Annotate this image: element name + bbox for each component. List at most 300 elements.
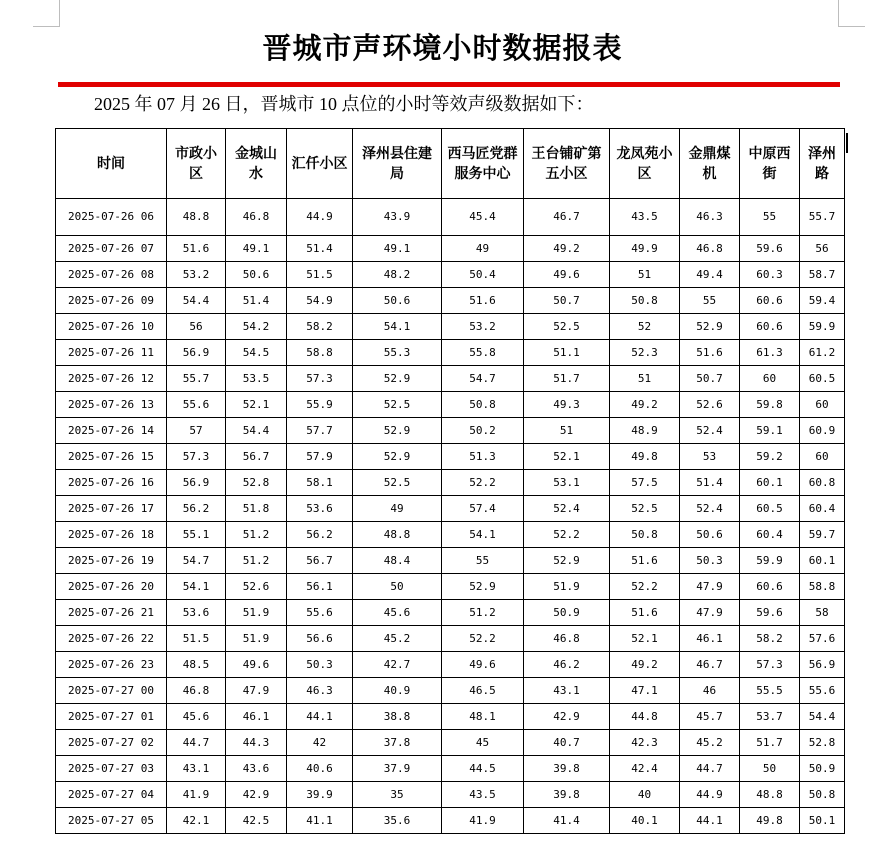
value-cell: 51.7 [740, 730, 800, 756]
value-cell: 42.3 [610, 730, 680, 756]
value-cell: 49.6 [524, 262, 610, 288]
value-cell: 51 [610, 262, 680, 288]
value-cell: 52.9 [442, 574, 524, 600]
value-cell: 50.8 [442, 392, 524, 418]
value-cell: 54.7 [442, 366, 524, 392]
time-cell: 2025-07-27 00 [56, 678, 167, 704]
value-cell: 52.2 [442, 470, 524, 496]
value-cell: 52.6 [226, 574, 287, 600]
value-cell: 53.2 [167, 262, 226, 288]
value-cell: 51.5 [287, 262, 353, 288]
value-cell: 52.9 [680, 314, 740, 340]
value-cell: 41.9 [167, 782, 226, 808]
value-cell: 52.5 [524, 314, 610, 340]
value-cell: 48.8 [740, 782, 800, 808]
column-header: 市政小区 [167, 129, 226, 199]
value-cell: 42 [287, 730, 353, 756]
red-header-rule [58, 82, 840, 87]
value-cell: 55.5 [740, 678, 800, 704]
value-cell: 52.1 [610, 626, 680, 652]
value-cell: 53 [680, 444, 740, 470]
value-cell: 52.3 [610, 340, 680, 366]
column-header: 西马匠党群服务中心 [442, 129, 524, 199]
value-cell: 53.7 [740, 704, 800, 730]
value-cell: 51.2 [442, 600, 524, 626]
time-cell: 2025-07-26 12 [56, 366, 167, 392]
value-cell: 45 [442, 730, 524, 756]
value-cell: 50.6 [226, 262, 287, 288]
value-cell: 41.4 [524, 808, 610, 834]
value-cell: 59.1 [740, 418, 800, 444]
page-corner-mark-left [33, 0, 60, 27]
value-cell: 53.5 [226, 366, 287, 392]
column-header: 泽州路 [800, 129, 845, 199]
value-cell: 35.6 [353, 808, 442, 834]
value-cell: 41.9 [442, 808, 524, 834]
value-cell: 50 [740, 756, 800, 782]
value-cell: 56.6 [287, 626, 353, 652]
value-cell: 42.4 [610, 756, 680, 782]
column-header: 泽州县住建局 [353, 129, 442, 199]
value-cell: 58.2 [740, 626, 800, 652]
value-cell: 53.2 [442, 314, 524, 340]
value-cell: 51.4 [287, 236, 353, 262]
value-cell: 51.8 [226, 496, 287, 522]
value-cell: 39.8 [524, 782, 610, 808]
value-cell: 43.1 [524, 678, 610, 704]
value-cell: 51.7 [524, 366, 610, 392]
value-cell: 42.9 [524, 704, 610, 730]
value-cell: 57.5 [610, 470, 680, 496]
value-cell: 59.2 [740, 444, 800, 470]
value-cell: 49 [353, 496, 442, 522]
table-header [56, 129, 845, 199]
column-header: 时间 [56, 129, 167, 199]
value-cell: 59.8 [740, 392, 800, 418]
value-cell: 50.8 [610, 288, 680, 314]
value-cell: 53.1 [524, 470, 610, 496]
table-row [56, 808, 845, 834]
value-cell: 52.5 [353, 392, 442, 418]
table-row [56, 366, 845, 392]
value-cell: 46.2 [524, 652, 610, 678]
time-cell: 2025-07-26 07 [56, 236, 167, 262]
text-cursor [846, 133, 848, 153]
value-cell: 51.1 [524, 340, 610, 366]
value-cell: 48.1 [442, 704, 524, 730]
value-cell: 42.9 [226, 782, 287, 808]
value-cell: 40.1 [610, 808, 680, 834]
value-cell: 58.7 [800, 262, 845, 288]
value-cell: 47.1 [610, 678, 680, 704]
table-row [56, 199, 845, 236]
value-cell: 44.3 [226, 730, 287, 756]
value-cell: 46.3 [680, 199, 740, 236]
value-cell: 48.2 [353, 262, 442, 288]
value-cell: 55.8 [442, 340, 524, 366]
value-cell: 44.1 [287, 704, 353, 730]
table-row [56, 262, 845, 288]
value-cell: 55 [680, 288, 740, 314]
table-row [56, 236, 845, 262]
time-cell: 2025-07-27 02 [56, 730, 167, 756]
value-cell: 52.2 [442, 626, 524, 652]
table-body [56, 199, 845, 834]
table-row [56, 704, 845, 730]
value-cell: 43.5 [610, 199, 680, 236]
column-header: 金城山水 [226, 129, 287, 199]
table-row [56, 756, 845, 782]
value-cell: 56.9 [167, 340, 226, 366]
value-cell: 48.9 [610, 418, 680, 444]
time-cell: 2025-07-26 19 [56, 548, 167, 574]
value-cell: 59.4 [800, 288, 845, 314]
value-cell: 52.2 [524, 522, 610, 548]
value-cell: 50.4 [442, 262, 524, 288]
value-cell: 44.5 [442, 756, 524, 782]
value-cell: 47.9 [680, 574, 740, 600]
time-cell: 2025-07-27 03 [56, 756, 167, 782]
value-cell: 46.7 [680, 652, 740, 678]
time-cell: 2025-07-27 01 [56, 704, 167, 730]
value-cell: 51.4 [680, 470, 740, 496]
value-cell: 55.6 [800, 678, 845, 704]
value-cell: 49.6 [226, 652, 287, 678]
time-cell: 2025-07-26 15 [56, 444, 167, 470]
value-cell: 54.4 [800, 704, 845, 730]
value-cell: 60.1 [800, 548, 845, 574]
value-cell: 60 [740, 366, 800, 392]
table-row [56, 600, 845, 626]
column-header: 汇仟小区 [287, 129, 353, 199]
value-cell: 60.8 [800, 470, 845, 496]
table-row [56, 548, 845, 574]
value-cell: 60.4 [740, 522, 800, 548]
value-cell: 55.6 [287, 600, 353, 626]
table-row [56, 574, 845, 600]
value-cell: 56.9 [167, 470, 226, 496]
value-cell: 61.3 [740, 340, 800, 366]
value-cell: 46.8 [167, 678, 226, 704]
value-cell: 44.8 [610, 704, 680, 730]
value-cell: 43.9 [353, 199, 442, 236]
value-cell: 57.3 [740, 652, 800, 678]
value-cell: 45.7 [680, 704, 740, 730]
value-cell: 38.8 [353, 704, 442, 730]
value-cell: 51.5 [167, 626, 226, 652]
time-cell: 2025-07-26 06 [56, 199, 167, 236]
value-cell: 55.6 [167, 392, 226, 418]
value-cell: 56.2 [287, 522, 353, 548]
value-cell: 52.6 [680, 392, 740, 418]
value-cell: 51.6 [167, 236, 226, 262]
value-cell: 44.7 [167, 730, 226, 756]
value-cell: 58.8 [287, 340, 353, 366]
value-cell: 60.5 [800, 366, 845, 392]
value-cell: 54.4 [167, 288, 226, 314]
table-row [56, 288, 845, 314]
value-cell: 57.7 [287, 418, 353, 444]
value-cell: 40.6 [287, 756, 353, 782]
value-cell: 49.1 [353, 236, 442, 262]
noise-data-table [55, 128, 845, 834]
value-cell: 51.9 [226, 626, 287, 652]
value-cell: 58.8 [800, 574, 845, 600]
value-cell: 40.9 [353, 678, 442, 704]
time-cell: 2025-07-26 16 [56, 470, 167, 496]
table-row [56, 496, 845, 522]
table-row [56, 392, 845, 418]
value-cell: 60.1 [740, 470, 800, 496]
value-cell: 52.9 [524, 548, 610, 574]
table-row [56, 652, 845, 678]
value-cell: 50.7 [680, 366, 740, 392]
value-cell: 50.1 [800, 808, 845, 834]
value-cell: 57 [167, 418, 226, 444]
value-cell: 40.7 [524, 730, 610, 756]
value-cell: 51.2 [226, 522, 287, 548]
table-row [56, 444, 845, 470]
value-cell: 50.7 [524, 288, 610, 314]
table-row [56, 470, 845, 496]
value-cell: 49.2 [610, 652, 680, 678]
value-cell: 51.6 [680, 340, 740, 366]
value-cell: 52.8 [800, 730, 845, 756]
time-cell: 2025-07-26 18 [56, 522, 167, 548]
value-cell: 58.1 [287, 470, 353, 496]
value-cell: 48.8 [353, 522, 442, 548]
value-cell: 46.8 [680, 236, 740, 262]
value-cell: 48.8 [167, 199, 226, 236]
value-cell: 52.4 [680, 418, 740, 444]
value-cell: 55.1 [167, 522, 226, 548]
value-cell: 42.5 [226, 808, 287, 834]
table-row [56, 418, 845, 444]
value-cell: 51.9 [524, 574, 610, 600]
intro-paragraph: 2025 年 07 月 26 日，晋城市 10 点位的小时等效声级数据如下： [94, 94, 594, 114]
value-cell: 53.6 [287, 496, 353, 522]
value-cell: 57.6 [800, 626, 845, 652]
time-cell: 2025-07-26 22 [56, 626, 167, 652]
value-cell: 40 [610, 782, 680, 808]
value-cell: 50.3 [287, 652, 353, 678]
value-cell: 59.9 [740, 548, 800, 574]
value-cell: 58 [800, 600, 845, 626]
time-cell: 2025-07-26 14 [56, 418, 167, 444]
value-cell: 46.7 [524, 199, 610, 236]
value-cell: 52.9 [353, 366, 442, 392]
table-row [56, 522, 845, 548]
value-cell: 60.9 [800, 418, 845, 444]
value-cell: 43.1 [167, 756, 226, 782]
table-row [56, 678, 845, 704]
table-row [56, 626, 845, 652]
value-cell: 54.1 [442, 522, 524, 548]
time-cell: 2025-07-26 10 [56, 314, 167, 340]
column-header: 中原西街 [740, 129, 800, 199]
value-cell: 54.1 [353, 314, 442, 340]
value-cell: 45.2 [680, 730, 740, 756]
value-cell: 35 [353, 782, 442, 808]
value-cell: 50.2 [442, 418, 524, 444]
document-title: 晋城市声环境小时数据报表 [262, 31, 623, 65]
value-cell: 51.6 [442, 288, 524, 314]
value-cell: 49.6 [442, 652, 524, 678]
value-cell: 55.7 [800, 199, 845, 236]
table-row [56, 340, 845, 366]
value-cell: 43.5 [442, 782, 524, 808]
value-cell: 54.1 [167, 574, 226, 600]
value-cell: 56 [800, 236, 845, 262]
value-cell: 54.5 [226, 340, 287, 366]
time-cell: 2025-07-26 17 [56, 496, 167, 522]
value-cell: 51.3 [442, 444, 524, 470]
value-cell: 59.6 [740, 236, 800, 262]
value-cell: 41.1 [287, 808, 353, 834]
value-cell: 46.1 [226, 704, 287, 730]
value-cell: 56 [167, 314, 226, 340]
value-cell: 51.4 [226, 288, 287, 314]
value-cell: 49.2 [610, 392, 680, 418]
value-cell: 55 [740, 199, 800, 236]
value-cell: 59.9 [800, 314, 845, 340]
value-cell: 58.2 [287, 314, 353, 340]
time-cell: 2025-07-26 08 [56, 262, 167, 288]
value-cell: 60.6 [740, 314, 800, 340]
value-cell: 60 [800, 444, 845, 470]
header-row [56, 129, 845, 199]
value-cell: 60.3 [740, 262, 800, 288]
value-cell: 60.5 [740, 496, 800, 522]
value-cell: 54.7 [167, 548, 226, 574]
value-cell: 52.4 [524, 496, 610, 522]
value-cell: 45.2 [353, 626, 442, 652]
value-cell: 52.8 [226, 470, 287, 496]
table-row [56, 782, 845, 808]
value-cell: 56.7 [226, 444, 287, 470]
table-row [56, 730, 845, 756]
page-corner-mark-right [838, 0, 865, 27]
value-cell: 49.8 [610, 444, 680, 470]
time-cell: 2025-07-26 20 [56, 574, 167, 600]
value-cell: 50.3 [680, 548, 740, 574]
value-cell: 59.6 [740, 600, 800, 626]
value-cell: 50.6 [353, 288, 442, 314]
value-cell: 51.2 [226, 548, 287, 574]
value-cell: 57.3 [167, 444, 226, 470]
value-cell: 57.4 [442, 496, 524, 522]
time-cell: 2025-07-26 11 [56, 340, 167, 366]
value-cell: 45.4 [442, 199, 524, 236]
value-cell: 60.6 [740, 574, 800, 600]
value-cell: 49.1 [226, 236, 287, 262]
value-cell: 46.3 [287, 678, 353, 704]
value-cell: 37.8 [353, 730, 442, 756]
value-cell: 51 [524, 418, 610, 444]
column-header: 金鼎煤机 [680, 129, 740, 199]
value-cell: 49.3 [524, 392, 610, 418]
time-cell: 2025-07-27 04 [56, 782, 167, 808]
value-cell: 61.2 [800, 340, 845, 366]
time-cell: 2025-07-26 13 [56, 392, 167, 418]
value-cell: 52.2 [610, 574, 680, 600]
value-cell: 52.9 [353, 418, 442, 444]
value-cell: 42.1 [167, 808, 226, 834]
value-cell: 51.6 [610, 600, 680, 626]
table-row [56, 314, 845, 340]
column-header: 王台铺矿第五小区 [524, 129, 610, 199]
value-cell: 39.8 [524, 756, 610, 782]
value-cell: 60.6 [740, 288, 800, 314]
value-cell: 52.4 [680, 496, 740, 522]
value-cell: 46.5 [442, 678, 524, 704]
value-cell: 42.7 [353, 652, 442, 678]
value-cell: 45.6 [167, 704, 226, 730]
value-cell: 46.8 [226, 199, 287, 236]
time-cell: 2025-07-26 21 [56, 600, 167, 626]
value-cell: 59.7 [800, 522, 845, 548]
value-cell: 51.9 [226, 600, 287, 626]
value-cell: 50 [353, 574, 442, 600]
value-cell: 56.1 [287, 574, 353, 600]
value-cell: 49.9 [610, 236, 680, 262]
value-cell: 44.9 [287, 199, 353, 236]
value-cell: 44.7 [680, 756, 740, 782]
value-cell: 54.4 [226, 418, 287, 444]
value-cell: 37.9 [353, 756, 442, 782]
value-cell: 54.2 [226, 314, 287, 340]
value-cell: 50.9 [524, 600, 610, 626]
value-cell: 60 [800, 392, 845, 418]
value-cell: 52.9 [353, 444, 442, 470]
time-cell: 2025-07-27 05 [56, 808, 167, 834]
value-cell: 57.3 [287, 366, 353, 392]
value-cell: 50.9 [800, 756, 845, 782]
value-cell: 50.6 [680, 522, 740, 548]
value-cell: 49.8 [740, 808, 800, 834]
value-cell: 44.9 [680, 782, 740, 808]
value-cell: 49 [442, 236, 524, 262]
time-cell: 2025-07-26 23 [56, 652, 167, 678]
value-cell: 48.5 [167, 652, 226, 678]
value-cell: 55.7 [167, 366, 226, 392]
value-cell: 56.9 [800, 652, 845, 678]
value-cell: 55.9 [287, 392, 353, 418]
value-cell: 51.6 [610, 548, 680, 574]
value-cell: 47.9 [680, 600, 740, 626]
value-cell: 56.7 [287, 548, 353, 574]
value-cell: 50.8 [800, 782, 845, 808]
value-cell: 55 [442, 548, 524, 574]
value-cell: 52.5 [610, 496, 680, 522]
value-cell: 52.5 [353, 470, 442, 496]
value-cell: 54.9 [287, 288, 353, 314]
value-cell: 57.9 [287, 444, 353, 470]
value-cell: 39.9 [287, 782, 353, 808]
value-cell: 49.4 [680, 262, 740, 288]
value-cell: 43.6 [226, 756, 287, 782]
value-cell: 48.4 [353, 548, 442, 574]
value-cell: 55.3 [353, 340, 442, 366]
value-cell: 47.9 [226, 678, 287, 704]
value-cell: 51 [610, 366, 680, 392]
value-cell: 56.2 [167, 496, 226, 522]
value-cell: 53.6 [167, 600, 226, 626]
value-cell: 46 [680, 678, 740, 704]
time-cell: 2025-07-26 09 [56, 288, 167, 314]
value-cell: 50.8 [610, 522, 680, 548]
value-cell: 44.1 [680, 808, 740, 834]
